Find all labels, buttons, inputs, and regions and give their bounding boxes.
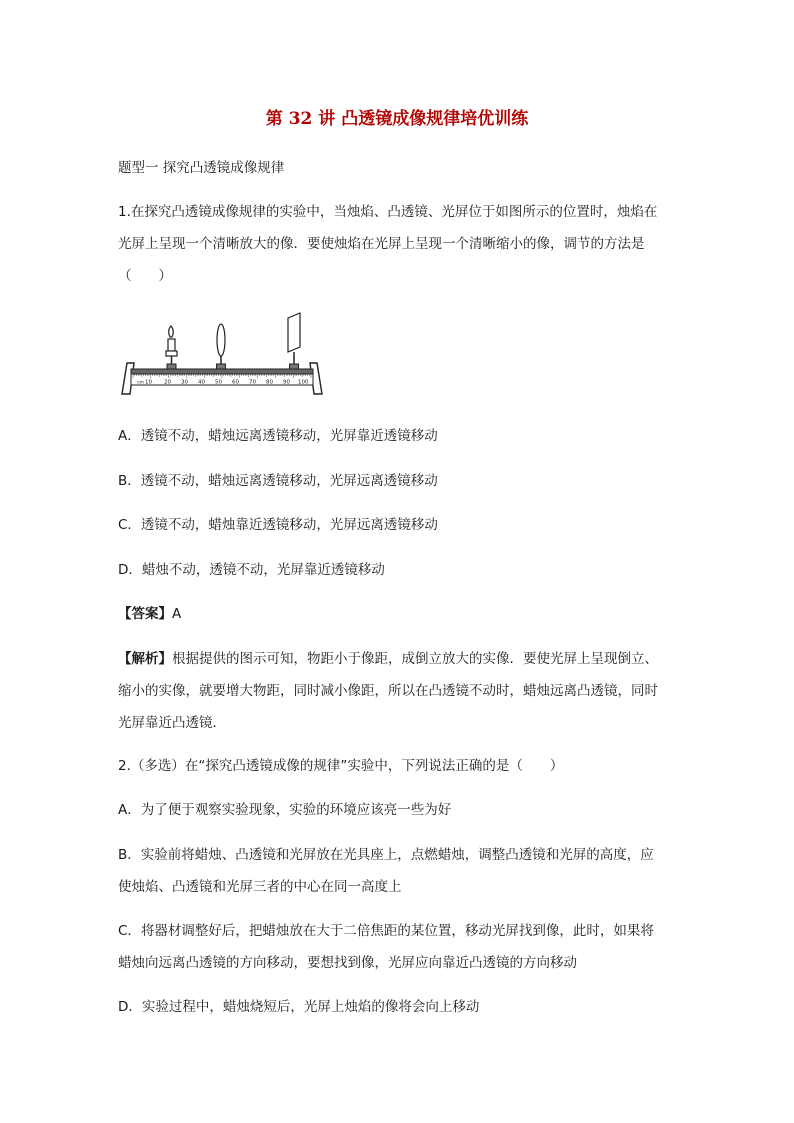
ruler-label: 30 (181, 379, 188, 386)
analysis-tag: 【解析】 (118, 651, 172, 667)
q2-option-c-line-1: C．将器材调整好后，把蜡烛放在大于二倍焦距的某位置，移动光屏找到像，此时，如果将 (118, 923, 654, 939)
flame-icon (169, 326, 174, 337)
ruler-label: 20 (164, 379, 171, 386)
analysis-text: 根据提供的图示可知，物距小于像距，成倒立放大的实像．要使光屏上呈现倒立、 (172, 651, 658, 667)
q2-option-a: A．为了便于观察实验现象，实验的环境应该亮一些为好 (118, 802, 452, 818)
q1-answer (118, 604, 181, 624)
q1-analysis-line-1 (118, 649, 658, 669)
light-screen (288, 313, 300, 371)
optical-bench-figure (118, 306, 323, 401)
q2-option-d: D．实验过程中，蜡烛烧短后，光屏上烛焰的像将会向上移动 (118, 999, 480, 1015)
q2-stem: 2.（多选）在“探究凸透镜成像的规律”实验中，下列说法正确的是（ ） (118, 758, 564, 774)
answer-tag: 【答案】 (118, 606, 172, 622)
q1-stem-line-1: 1.在探究凸透镜成像规律的实验中，当烛焰、凸透镜、光屏位于如图所示的位置时，烛焰在 (118, 204, 658, 220)
q1-option-a: A．透镜不动，蜡烛远离透镜移动，光屏靠近透镜移动 (118, 428, 438, 444)
ruler-label: 10 (145, 379, 152, 386)
q1-stem-line-3: （ ） (118, 268, 172, 284)
q2-option-b-line-2: 使烛焰、凸透镜和光屏三者的中心在同一高度上 (118, 879, 402, 895)
q1-analysis-line-3: 光屏靠近凸透镜． (118, 715, 226, 731)
optical-rail (131, 369, 313, 374)
page-title: 第 32 讲 凸透镜成像规律培优训练 (265, 109, 529, 129)
candle (166, 326, 177, 371)
section-heading: 题型一 探究凸透镜成像规律 (118, 160, 285, 176)
answer-value: A (172, 606, 182, 622)
q1-analysis-line-2: 缩小的实像，就要增大物距，同时减小像距，所以在凸透镜不动时，蜡烛远离凸透镜，同时 (118, 683, 658, 699)
ruler-unit: cm (137, 380, 144, 386)
ruler-label: 80 (266, 379, 273, 386)
ruler-label: 90 (283, 379, 290, 386)
ruler-label: 50 (215, 379, 222, 386)
q2-option-b-line-1: B．实验前将蜡烛、凸透镜和光屏放在光具座上，点燃蜡烛，调整凸透镜和光屏的高度，应 (118, 847, 654, 863)
convex-lens (217, 324, 226, 371)
q1-option-c: C．透镜不动，蜡烛靠近透镜移动，光屏远离透镜移动 (118, 517, 438, 533)
q1-option-d: D．蜡烛不动，透镜不动，光屏靠近透镜移动 (118, 562, 385, 578)
ruler-label: 70 (249, 379, 256, 386)
ruler-label: 40 (198, 379, 205, 386)
ruler-label: 100 (298, 379, 309, 386)
q2-option-c-line-2: 蜡烛向远离凸透镜的方向移动，要想找到像，光屏应向靠近凸透镜的方向移动 (118, 955, 577, 971)
ruler-label: 60 (232, 379, 239, 386)
q1-option-b: B．透镜不动，蜡烛远离透镜移动，光屏远离透镜移动 (118, 473, 438, 489)
q1-stem-line-2: 光屏上呈现一个清晰放大的像．要使烛焰在光屏上呈现一个清晰缩小的像，调节的方法是 (118, 236, 645, 252)
